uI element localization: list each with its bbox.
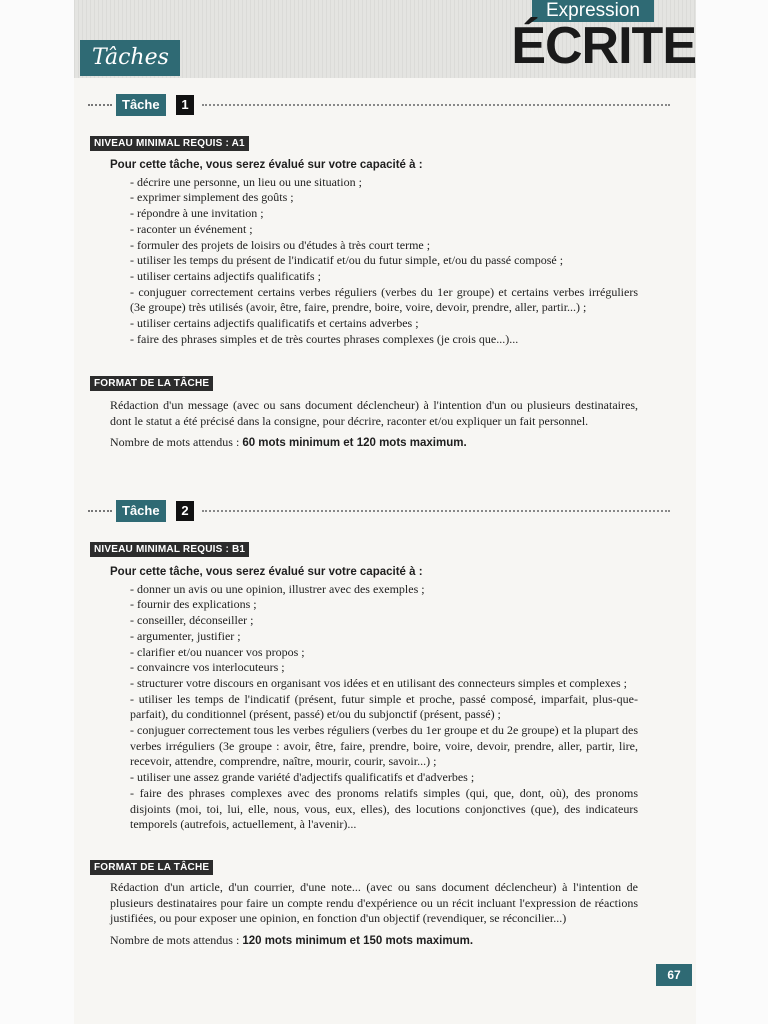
page-title: ÉCRITE (511, 17, 696, 75)
divider-left (88, 510, 112, 512)
skill-item: - formuler des projets de loisirs ou d'études à très court terme ; (130, 237, 431, 252)
skill-item: - faire des phrases simples et de très courtes phrases complexes (je crois que...)... (130, 331, 519, 346)
task-1-word-count (110, 435, 638, 452)
task-1-number: 1 (176, 95, 194, 115)
document-page (74, 0, 696, 1024)
header-banner (74, 0, 696, 78)
skill-item: - argumenter, justifier ; (130, 628, 241, 643)
scan-margin-left (0, 0, 74, 1024)
task-1-skill-list (110, 175, 638, 348)
skill-item: - structurer votre discours en organisant vos idées et en utilisant des connecteurs simples et complexes ; (130, 675, 627, 690)
section-label-taches: Tâches (80, 40, 180, 76)
task-1-level-label: NIVEAU MINIMAL REQUIS : A1 (90, 136, 249, 151)
skill-item: - convaincre vos interlocuteurs ; (130, 660, 285, 675)
title-block (488, 0, 696, 78)
skill-item: - utiliser certains adjectifs qualificatifs ; (130, 268, 321, 283)
skill-item: - conjuguer correctement tous les verbes réguliers (verbes du 1er groupe et du 2e groupe) et la plupart des verbes irréguliers (3e groupe : avoir, être, faire, prendre, boire, voire, devoir, prendre, aller, partir, lire, recevoir, attendre, comprendre, naître, mourir, courir, savoir...) ; (130, 723, 638, 769)
skill-item: - donner un avis ou une opinion, illustrer avec des exemples ; (130, 581, 425, 596)
task-2-skill-list (110, 582, 638, 833)
task-2-intro: Pour cette tâche, vous serez évalué sur votre capacité à : (110, 566, 423, 578)
task-1-format (110, 398, 638, 452)
task-1-skills (110, 158, 638, 347)
word-count-prefix: Nombre de mots attendus : (110, 933, 243, 948)
task-1-format-text: Rédaction d'un message (avec ou sans document déclencheur) à l'intention d'un ou plusieurs destinataires, dont le statut a été précisé dans la consigne, pour décrire, raconter et/ou expliquer un fait personnel. (110, 398, 638, 428)
task-2-format-label: FORMAT DE LA TÂCHE (90, 860, 213, 875)
skill-item: - utiliser les temps de l'indicatif (présent, futur simple et proche, passé composé, imparfait, plus-que-parfait), du conditionnel (présent, passé) et/ou du subjonctif (présent, passé) ; (130, 691, 638, 722)
task-1-format-label: FORMAT DE LA TÂCHE (90, 376, 213, 391)
skill-item: - utiliser une assez grande variété d'adjectifs qualificatifs et d'adverbes ; (130, 770, 475, 785)
divider-right (202, 510, 670, 512)
word-count-prefix: Nombre de mots attendus : (110, 435, 243, 450)
skill-item: - clarifier et/ou nuancer vos propos ; (130, 644, 305, 659)
page-number: 67 (656, 964, 692, 986)
task-2-level-label: NIVEAU MINIMAL REQUIS : B1 (90, 542, 249, 557)
task-2-word-count (110, 933, 638, 950)
skill-item: - faire des phrases complexes avec des pronoms relatifs simples (qui, que, dont, où), des pronoms disjoints (moi, toi, lui, elle, nous, vous, eux, elles), des locutions conjonctives (que), des indicateurs temporels (autrefois, actuellement, à l'avenir)... (130, 785, 638, 832)
task-2-number: 2 (176, 501, 194, 521)
task-2-header (88, 500, 660, 522)
divider-left (88, 104, 112, 106)
task-2-label: Tâche (116, 500, 166, 522)
skill-item: - conseiller, déconseiller ; (130, 613, 254, 628)
skill-item: - raconter un événement ; (130, 221, 253, 236)
skill-item: - utiliser les temps du présent de l'indicatif et/ou du futur simple, et/ou du passé composé ; (130, 253, 564, 268)
skill-item: - répondre à une invitation ; (130, 206, 264, 221)
skill-item: - exprimer simplement des goûts ; (130, 190, 294, 205)
word-count-value: 60 mots minimum et 120 mots maximum. (242, 437, 467, 450)
scan-margin-right (696, 0, 768, 1024)
task-2-format (110, 880, 638, 950)
task-1-header (88, 94, 660, 116)
task-1-intro: Pour cette tâche, vous serez évalué sur votre capacité à : (110, 159, 423, 171)
divider-right (202, 104, 670, 106)
skill-item: - fournir des explications ; (130, 597, 257, 612)
page-subtitle: Expression (532, 0, 654, 22)
task-2-format-text: Rédaction d'un article, d'un courrier, d'une note... (avec ou sans document déclencheur) à l'intention de plusieurs destinataires pour faire un compte rendu d'expérience ou un récit incluant l'expression de réactions justifiées, ou pour exposer une opinion, en fonction d'un objectif (revendiquer, se réconcilier...) (110, 880, 638, 926)
task-1-label: Tâche (116, 94, 166, 116)
word-count-value: 120 mots minimum et 150 mots maximum. (242, 935, 474, 948)
skill-item: - conjuguer correctement certains verbes réguliers (verbes du 1er groupe) et certains verbes irréguliers (3e groupe) très utilisés (avoir, être, faire, prendre, boire, voire, devoir, prendre, aller, partir...) ; (130, 284, 638, 315)
skill-item: - utiliser certains adjectifs qualificatifs et certains adverbes ; (130, 316, 419, 331)
task-2-skills (110, 565, 638, 833)
skill-item: - décrire une personne, un lieu ou une situation ; (130, 174, 362, 189)
